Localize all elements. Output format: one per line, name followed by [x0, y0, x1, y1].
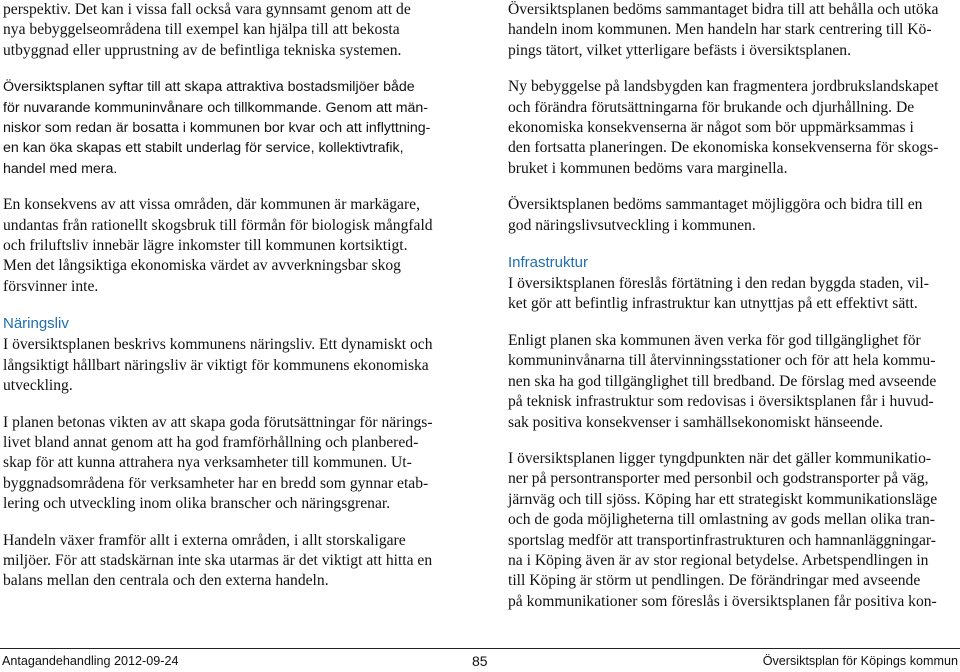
text-line: En konsekvens av att vissa områden, där kommunen är markägare,	[3, 196, 420, 214]
text-line: livet bland annat genom att ha god framförhållning och planbered-	[3, 433, 419, 451]
heading-infrastruktur: Infrastruktur	[508, 254, 589, 272]
text-line: bruket i kommunen bedöms vara marginella.	[508, 159, 788, 177]
text-line: Men det långsiktiga ekonomiska värdet av avverkningsbar skog	[3, 257, 401, 275]
text-line: Ny bebyggelse på landsbygden kan fragmentera jordbrukslandskapet	[508, 78, 939, 96]
text-line: Översiktsplanen bedöms sammantaget bidra till att behålla och utöka	[508, 1, 939, 18]
text-line: nya bebyggelseområdena till exempel kan hjälpa till att bekosta	[3, 21, 400, 39]
text-line: lering och utveckling inom olika branscher och näringsgrenar.	[3, 495, 391, 513]
left-paragraph-3	[3, 195, 461, 297]
text-line: sportslag medför att transportinfrastrukturen och hamnanläggningar-	[508, 531, 936, 549]
left-paragraph-4	[3, 335, 461, 396]
text-line: I översiktsplanen beskrivs kommunens näringsliv. Ett dynamiskt och	[3, 336, 433, 354]
text-line: och förändra förutsättningarna för brukande och djurhållning. De	[508, 98, 915, 116]
text-line: på teknisk infrastruktur som redovisas i översiktsplanen får i huvud-	[508, 393, 934, 411]
text-line: niskor som redan är bosatta i kommunen bor kvar och att inflyttning-	[3, 120, 431, 137]
text-line: ner på persontransporter med personbil och godstransporter på väg,	[508, 470, 929, 488]
text-line: på kommunikationer som föreslås i översiktsplanen får positiva kon-	[508, 592, 937, 610]
text-line: handel med mera.	[3, 160, 118, 177]
right-paragraph-5	[508, 331, 958, 433]
text-line: järnväg och till sjöss. Köping har ett strategiskt kommunikationsläge	[508, 490, 938, 508]
text-line: en kan öka skapas ett stabilt underlag för service, kollektivtrafik,	[3, 140, 404, 157]
text-line: den fortsatta planeringen. De ekonomiska konsekvenserna för skogs-	[508, 139, 939, 157]
right-paragraph-2	[508, 77, 958, 179]
text-line: utveckling.	[3, 377, 73, 395]
right-paragraph-3	[508, 195, 958, 236]
text-fragment: Genom att män-	[325, 99, 429, 116]
text-line: I planen betonas vikten av att skapa goda förutsättningar för närings-	[3, 413, 433, 431]
text-line: utbyggnad eller upprustning av de befintliga tekniska systemen.	[3, 41, 402, 59]
left-paragraph-6	[3, 531, 461, 592]
text-line: perspektiv. Det kan i vissa fall också vara gynnsamt genom att de	[3, 1, 411, 18]
text-line: långsiktigt hållbart näringsliv är viktigt för kommunens ekonomiska	[3, 356, 429, 374]
text-line: miljöer. För att stadskärnan inte ska utarmas är det viktigt att hitta en	[3, 551, 433, 569]
text-line: balans mellan den centrala och den externa handeln.	[3, 572, 329, 590]
text-line: ekonomiska konsekvenserna är något som bör uppmärksammas i	[508, 119, 914, 137]
text-line: ket gör att befintlig infrastruktur kan utnyttjas på ett effektivt sätt.	[508, 295, 918, 313]
text-line: pings tätort, vilket ytterligare befästs i översiktsplanen.	[508, 41, 851, 59]
text-line: nen ska ha god tillgänglighet till bredband. De förslag med avseende	[508, 372, 937, 390]
text-line: I översiktsplanen ligger tyngdpunkten när det gäller kommunikatio-	[508, 449, 932, 467]
left-paragraph-5	[3, 413, 461, 515]
text-line: byggnadsområdena för verksamheter har en bredd som gynnar etab-	[3, 474, 429, 492]
text-line: na i Köping även är av stor regional betydelse. Arbetspendlingen in	[508, 551, 929, 569]
text-line: försvinner inte.	[3, 277, 99, 295]
left-paragraph-2	[3, 77, 461, 179]
text-line: skap för att kunna attrahera nya verksamheter till kommunen. Ut-	[3, 454, 412, 472]
text-line: Enligt planen ska kommunen även verka för god tillgänglighet för	[508, 331, 921, 349]
page-footer	[0, 648, 960, 672]
footer-document-title: Översiktsplan för Köpings kommun	[762, 654, 958, 668]
text-line: och friluftsliv innebär lägre inkomster till kommunen kortsiktigt.	[3, 237, 408, 255]
text-line: sak positiva konsekvenser i samhällsekonomiskt hänseende.	[508, 413, 884, 431]
footer-document-status: Antagandehandling 2012-09-24	[2, 654, 179, 668]
right-paragraph-4	[508, 274, 958, 315]
right-column	[508, 0, 958, 628]
text-line: Översiktsplanen syftar till att skapa attraktiva bostadsmiljöer både	[3, 79, 415, 96]
right-paragraph-1	[508, 0, 958, 61]
right-paragraph-6	[508, 449, 958, 612]
left-paragraph-1	[3, 0, 461, 61]
left-column	[3, 0, 461, 608]
heading-naringsliv: Näringsliv	[3, 315, 69, 333]
text-line: Handeln växer framför allt i externa områden, i allt storskaligare	[3, 531, 406, 549]
text-line: och de goda möjligheterna till omlastning av gods mellan olika tran-	[508, 511, 935, 529]
text-line: Översiktsplanen bedöms sammantaget möjliggöra och bidra till en	[508, 196, 923, 214]
text-line: kommuninvånarna till återvinningsstationer och för att hela kommu-	[508, 352, 936, 370]
text-line: handeln inom kommunen. Men handeln har stark centrering till Kö-	[508, 21, 932, 39]
text-line: god näringslivsutveckling i kommunen.	[508, 216, 756, 234]
page-number: 85	[472, 653, 488, 669]
text-line: för nuvarande kommuninvånare och tillkommande.	[3, 99, 322, 116]
text-line: till Köping är störm ut pendlingen. De förändringar med avseende	[508, 572, 921, 590]
text-line: undantas från rationellt skogsbruk till förmån för biologisk mångfald	[3, 216, 433, 234]
text-line: I översiktsplanen föreslås förtätning i den redan byggda staden, vil-	[508, 275, 929, 293]
